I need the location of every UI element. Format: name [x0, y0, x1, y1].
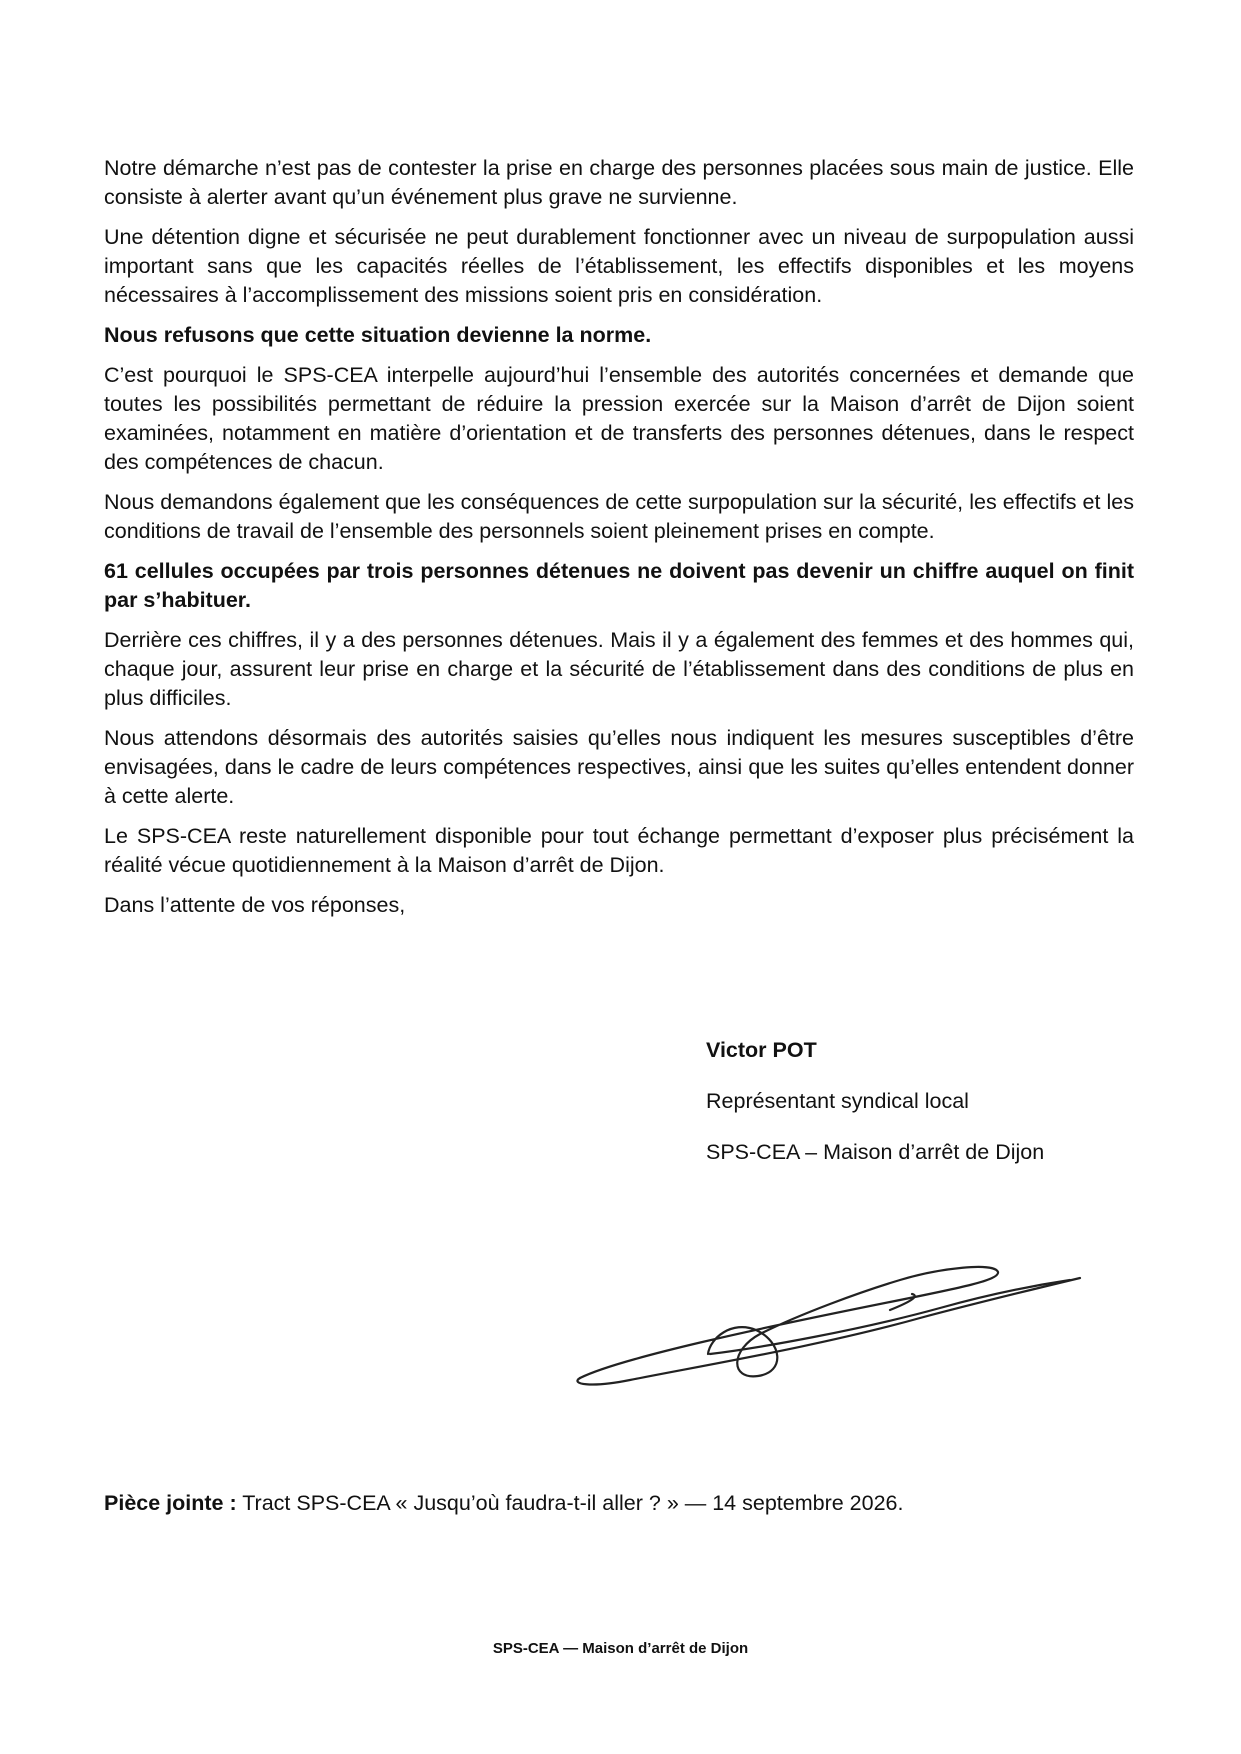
attachment-label: Pièce jointe :: [104, 1491, 237, 1515]
signature-stroke: [710, 1280, 1070, 1354]
paragraph-4: C’est pourquoi le SPS-CEA interpelle aujourd’hui l’ensemble des autorités concernées et demande que toutes les possibilités permettant de réduire la pression exercée sur la Maison d’arrêt de Dijon soient examinées, notamment en matière d’orientation et de transferts des personnes détenues, dans le respect des compétences de chacun.: [104, 363, 1134, 474]
paragraph-1: Notre démarche n’est pas de contester la prise en charge des personnes placées sous main de justice. Elle consiste à alerter avant qu’un événement plus grave ne survienne.: [104, 156, 1134, 209]
attachment-text: Tract SPS-CEA « Jusqu’où faudra-t-il aller ? » — 14 septembre 2026.: [236, 1491, 904, 1515]
signature-stroke: [577, 1278, 1080, 1384]
paragraph-9: Le SPS-CEA reste naturellement disponible pour tout échange permettant d’exposer plus précisément la réalité vécue quotidiennement à la Maison d’arrêt de Dijon.: [104, 824, 1134, 877]
paragraph-3-emphasis: Nous refusons que cette situation devienne la norme.: [104, 323, 652, 347]
signatory-name: Victor POT: [706, 1038, 817, 1062]
signatory-role: Représentant syndical local: [706, 1089, 969, 1113]
handwritten-signature: [560, 1250, 1100, 1390]
signatory-organization: SPS-CEA – Maison d’arrêt de Dijon: [706, 1140, 1045, 1164]
letter-body: [104, 154, 1134, 931]
paragraph-7: Derrière ces chiffres, il y a des personnes détenues. Mais il y a également des femmes et des hommes qui, chaque jour, assurent leur prise en charge et la sécurité de l’établissement dans des conditions de plus en plus difficiles.: [104, 628, 1134, 710]
paragraph-5: Nous demandons également que les conséquences de cette surpopulation sur la sécurité, les effectifs et les conditions de travail de l’ensemble des personnels soient pleinement prises en compte.: [104, 490, 1134, 543]
page-footer: SPS-CEA — Maison d’arrêt de Dijon: [492, 1640, 749, 1657]
paragraph-6-emphasis: 61 cellules occupées par trois personnes détenues ne doivent pas devenir un chiffre auquel on finit par s’habituer.: [104, 559, 1134, 612]
signature-stroke: [580, 1267, 998, 1378]
paragraph-2: Une détention digne et sécurisée ne peut durablement fonctionner avec un niveau de surpopulation aussi important sans que les capacités réelles de l’établissement, les effectifs disponibles et les moyens nécessaires à l’accomplissement des missions soient pris en considération.: [104, 225, 1134, 307]
paragraph-8: Nous attendons désormais des autorités saisies qu’elles nous indiquent les mesures susceptibles d’être envisagées, dans le cadre de leurs compétences respectives, ainsi que les suites qu’elles entendent donner à cette alerte.: [104, 726, 1134, 808]
signature-block: [706, 1036, 1044, 1167]
closing-line: Dans l’attente de vos réponses,: [104, 893, 406, 917]
attachment-note: [104, 1489, 903, 1518]
